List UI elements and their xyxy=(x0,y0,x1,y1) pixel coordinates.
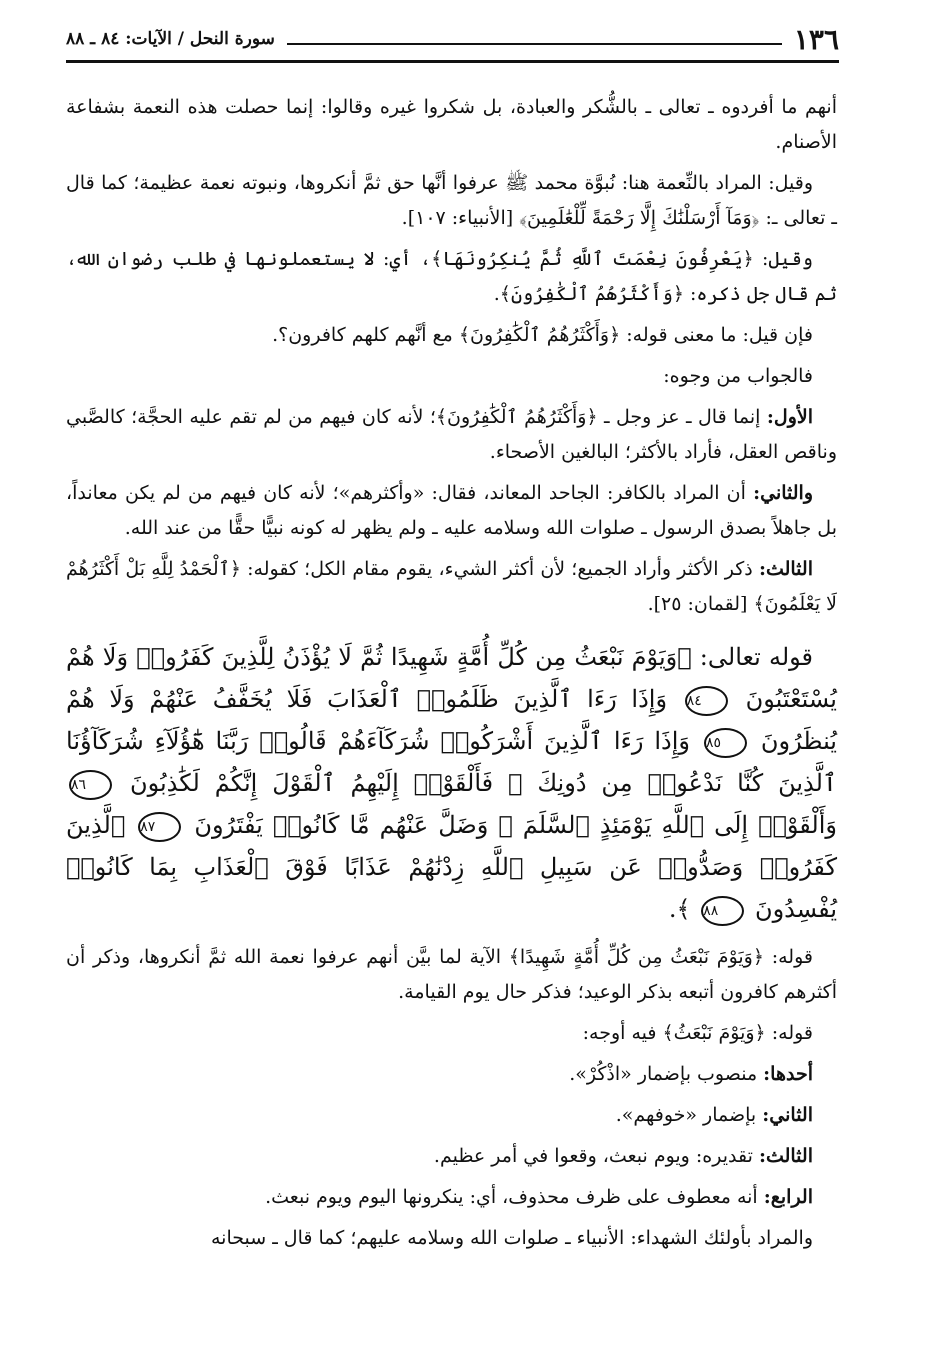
verse-text: وَإِذَا رَءَا ٱلَّذِينَ أَشْرَكُوا۟ شُرَكَآءَهُمْ قَالُوا۟ رَبَّنَا هَٰٓؤُلَآءِ شُرَكَآؤُنَا ٱلَّذِينَ كُنَّا نَدْعُوا۟ مِن دُونِكَ ۖ فَأَلْقَوْا۟ إِلَيْهِمُ ٱلْقَوْلَ إِنَّكُمْ لَكَٰذِبُونَ xyxy=(66,727,837,797)
page-header xyxy=(66,22,839,56)
point-label: الرابع: xyxy=(763,1186,813,1208)
point-label: الثالث: xyxy=(758,558,813,580)
paragraph-text: أن المراد بالكافر: الجاحد المعاند، فقال: «وأكثرهم»؛ لأنه كان فيهم من لم يكن معانداً، بل جاهلاً بصدق الرسول ـ صلوات الله وسلامه عليه ـ ولم يظهر له كونه نبيًّا حقًّا من عند الله. xyxy=(66,482,837,539)
paragraph-text: منصوب بإضمار «اذْكُرْ». xyxy=(569,1063,764,1085)
verse-text: ٱلَّذِينَ كَفَرُوا۟ وَصَدُّوا۟ عَن سَبِيلِ ٱللَّهِ زِدْنَٰهُمْ عَذَابًا فَوْقَ ٱلْعَذَابِ بِمَا كَانُوا۟ يُفْسِدُونَ xyxy=(66,811,837,923)
point-label: الثاني: xyxy=(762,1104,813,1126)
verse-text: وَأَلْقَوْا۟ إِلَى ٱللَّهِ يَوْمَئِذٍ ٱلسَّلَمَ ۖ وَضَلَّ عَنْهُم مَّا كَانُوا۟ يَفْتَرُونَ xyxy=(194,811,837,839)
paragraph-12 xyxy=(66,1098,837,1133)
paragraph-5: فالجواب من وجوه: xyxy=(663,365,813,387)
page-number: ١٣٦ xyxy=(793,22,839,56)
paragraph-text: ذكر الأكثر وأراد الجميع؛ لأن أكثر الشيء، يقوم مقام الكل؛ كقوله: ﴿ٱلْحَمْدُ لِلَّهِ بَلْ أَكْثَرُهُمْ لَا يَعْلَمُونَ﴾ [لقمان: ٢٥]. xyxy=(66,558,837,615)
verse-intro: قوله تعالى: xyxy=(691,643,814,671)
page-body xyxy=(66,90,837,1262)
header-rule xyxy=(66,60,839,63)
paragraph-7 xyxy=(66,476,837,546)
paragraph-8 xyxy=(66,552,837,622)
verse-number-badge: ٨٨ xyxy=(701,896,744,926)
paragraph-text: تقديره: ويوم نبعث، وقعوا في أمر عظيم. xyxy=(433,1145,759,1167)
quran-verse-block xyxy=(66,636,837,930)
verse-end: ﴾. xyxy=(668,895,691,923)
paragraph-1: أنهم ما أفردوه ـ تعالى ـ بالشُّكر والعبادة، بل شكروا غيره وقالوا: إنما حصلت هذه النعمة بشفاعة الأصنام. xyxy=(66,96,837,153)
verse-number-badge: ٨٤ xyxy=(685,686,728,716)
point-label: الأول: xyxy=(766,406,813,428)
paragraph-10: قوله: ﴿وَيَوْمَ نَبْعَثُ﴾ فيه أوجه: xyxy=(582,1022,813,1044)
paragraph-2: وقيل: المراد بالنِّعمة هنا: نُبوَّة محمد ﷺ عرفوا أنَّها حق ثمَّ أنكروها، ونبوته نعمة عظيمة؛ كما قال ـ تعالى ـ: ﴿وَمَآ أَرْسَلْنَٰكَ إِلَّا رَحْمَةً لِّلْعَٰلَمِينَ﴾ [الأنبياء: ١٠٧]. xyxy=(66,172,837,229)
paragraph-text: أنه معطوف على ظرف محذوف، أي: ينكرونها اليوم ويوم نبعث. xyxy=(265,1186,764,1208)
verse-number-badge: ٨٥ xyxy=(704,728,747,758)
verse-number-badge: ٨٧ xyxy=(138,812,181,842)
point-label: الثالث: xyxy=(758,1145,813,1167)
point-label: أحدها: xyxy=(763,1063,813,1085)
paragraph-4: فإن قيل: ما معنى قوله: ﴿وَأَكْثَرُهُمُ ٱلْكَٰفِرُونَ﴾ مع أنَّهم كلهم كافرون؟. xyxy=(272,324,813,346)
paragraph-14 xyxy=(66,1180,837,1215)
paragraph-15: والمراد بأولئك الشهداء: الأنبياء ـ صلوات الله وسلامه عليهم؛ كما قال ـ سبحانه xyxy=(210,1227,813,1249)
verse-text: وَإِذَا رَءَا ٱلَّذِينَ ظَلَمُوا۟ ٱلْعَذَابَ فَلَا يُخَفَّفُ عَنْهُمْ وَلَا هُمْ يُنظَرُونَ xyxy=(66,685,837,755)
paragraph-3: وقيل: ﴿يَعْرِفُونَ نِعْمَتَ ٱللَّهِ ثُمَّ يُنكِرُونَهَا﴾، أي: لا يستعملونها في طلب رضوان الله، ثم قال جل ذكره: ﴿وَأَكْثَرُهُمُ ٱلْكَٰفِرُونَ﴾. xyxy=(66,248,837,305)
running-title: سورة النحل / الآيات: ٨٤ ـ ٨٨ xyxy=(66,29,275,49)
paragraph-13 xyxy=(66,1139,837,1174)
verse-text: ﴿وَيَوْمَ نَبْعَثُ مِن كُلِّ أُمَّةٍ شَهِيدًا ثُمَّ لَا يُؤْذَنُ لِلَّذِينَ كَفَرُوا۟ وَلَا هُمْ يُسْتَعْتَبُونَ xyxy=(66,643,837,713)
verse-number-badge: ٨٦ xyxy=(69,770,112,800)
header-divider xyxy=(287,43,782,45)
paragraph-text: إنما قال ـ عز وجل ـ ﴿وَأَكْثَرُهُمُ ٱلْكَٰفِرُونَ﴾؛ لأنه كان فيهم من لم تقم عليه الحجَّة؛ كالصَّبي وناقص العقل، فأراد بالأكثر؛ البالغين الأصحاء. xyxy=(66,406,837,463)
point-label: والثاني: xyxy=(753,482,813,504)
paragraph-6 xyxy=(66,400,837,470)
paragraph-9: قوله: ﴿وَيَوْمَ نَبْعَثُ مِن كُلِّ أُمَّةٍ شَهِيدًا﴾ الآية لما بيَّن أنهم عرفوا نعمة الله ثمَّ أنكروها، وذكر أن أكثرهم كافرون أتبعه بذكر الوعيد؛ فذكر حال يوم القيامة. xyxy=(66,946,837,1003)
paragraph-text: بإضمار «خوفهم». xyxy=(615,1104,763,1126)
paragraph-11 xyxy=(66,1057,837,1092)
